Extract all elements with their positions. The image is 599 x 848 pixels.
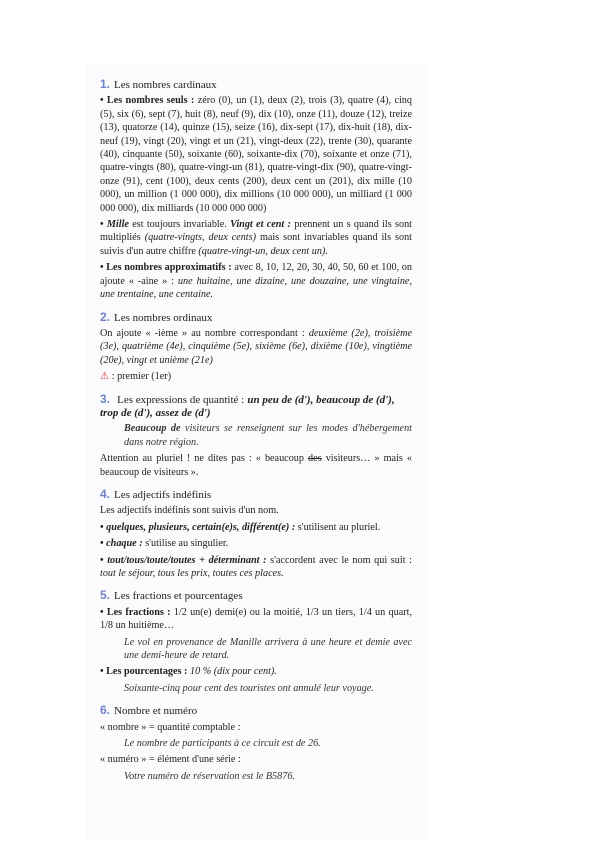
mille-rule: • Mille est toujours invariable. Vingt et cent : prennent un s quand ils sont multipliés (quatre-vingts, deux cents) mais sont invariables quand ils sont suivis d'un autre chiffre (quatre-vingt-un, deux cent un). (100, 218, 412, 258)
section-3-heading: 3. Les expressions de quantité : un peu de (d'), beaucoup de (d'), trop de (d'), assez de (d') (100, 391, 395, 419)
section-title: Les nombres cardinaux (114, 79, 217, 91)
fractions-rule: • Les fractions : 1/2 un(e) demi(e) ou la moitié, 1/3 un tiers, 1/4 un quart, 1/8 un huitième… (100, 606, 412, 633)
section-6-heading: 6. Nombre et numéro (100, 703, 198, 718)
indefinite-plural: • quelques, plusieurs, certain(e)s, différent(e) : s'utilisent au pluriel. (100, 521, 412, 534)
approx-rule: • Les nombres approximatifs : avec 8, 10, 12, 20, 30, 40, 50, 60 et 100, on ajoute « -aine » : une huitaine, une dizaine, une douzaine, une vingtaine, une trentaine, une centaine. (100, 261, 412, 301)
plural-warning: Attention au pluriel ! ne dites pas : « beaucoup des visiteurs… » mais « beaucoup de visiteurs ». (100, 453, 413, 478)
percent-example: Soixante-cinq pour cent des touristes ont annulé leur voyage. (124, 682, 374, 694)
grammar-column (100, 78, 412, 786)
section-2-heading: 2. Les nombres ordinaux (100, 309, 213, 324)
ordinal-rule: On ajoute « -ième » au nombre correspondant : deuxième (2e), troisième (3e), quatrième (4e), cinquième (5e), sixième (6e), dixième (10e), vingtième (20e), vingt et unième (21e) (100, 327, 413, 366)
indefinite-singular: • chaque : s'utilise au singulier. (100, 537, 412, 550)
section-4-heading: 4. Les adjectifs indéfinis (100, 486, 212, 501)
numero-definition: « numéro » = élément d'une série : (100, 754, 241, 766)
fractions-example: Le vol en provenance de Manille arrivera à une heure et demie avec une demi-heure de retard. (124, 636, 412, 662)
premier-note: ⚠ : premier (1er) (100, 371, 172, 383)
nombre-definition: « nombre » = quantité comptable : (100, 721, 241, 733)
indefinite-tout: • tout/tous/toute/toutes + déterminant : s'accordent avec le nom qui suit : tout le séjour, tous les prix, toutes ces places. (100, 554, 412, 581)
quantity-example: Beaucoup de visiteurs se renseignent sur les modes d'hébergement dans notre région. (124, 423, 412, 448)
percent-rule: • Les pourcentages : 10 % (dix pour cent). (100, 665, 412, 678)
cardinal-list: • Les nombres seuls : zéro (0), un (1), deux (2), trois (3), quatre (4), cinq (5), six (6), sept (7), huit (8), neuf (9), dix (10), onze (11), douze (12), treize (13), quatorze (14), quinze (15), seize (16), dix-sept (17), dix-huit (18), dix-neuf (19), vingt (20), vingt et un (21), vingt-deux (22), trente (30), quarante (40), cinquante (50), soixante (60), soixante-dix (70), soixante et onze (71), quatre-vingts (80), quatre-vingt-un (81), quatre-vingt-dix (90), quatre-vingt-onze (91), cent (100), deux cents (200), deux cent un (201), dix mille (10 000), un million (1 000 000), dix millions (10 000 000), un milliard (1 000 000 000), dix milliards (10 000 000 000) (100, 94, 412, 215)
warning-icon: ⚠ (100, 371, 110, 383)
numero-example: Votre numéro de réservation est le B5876. (124, 770, 295, 782)
nombre-example: Le nombre de participants à ce circuit est de 26. (124, 738, 321, 750)
section-5-heading: 5. Les fractions et pourcentages (100, 588, 243, 603)
indefinite-intro: Les adjectifs indéfinis sont suivis d'un nom. (100, 505, 279, 517)
section-number: 1. (100, 77, 111, 91)
section-1-heading (100, 78, 412, 92)
